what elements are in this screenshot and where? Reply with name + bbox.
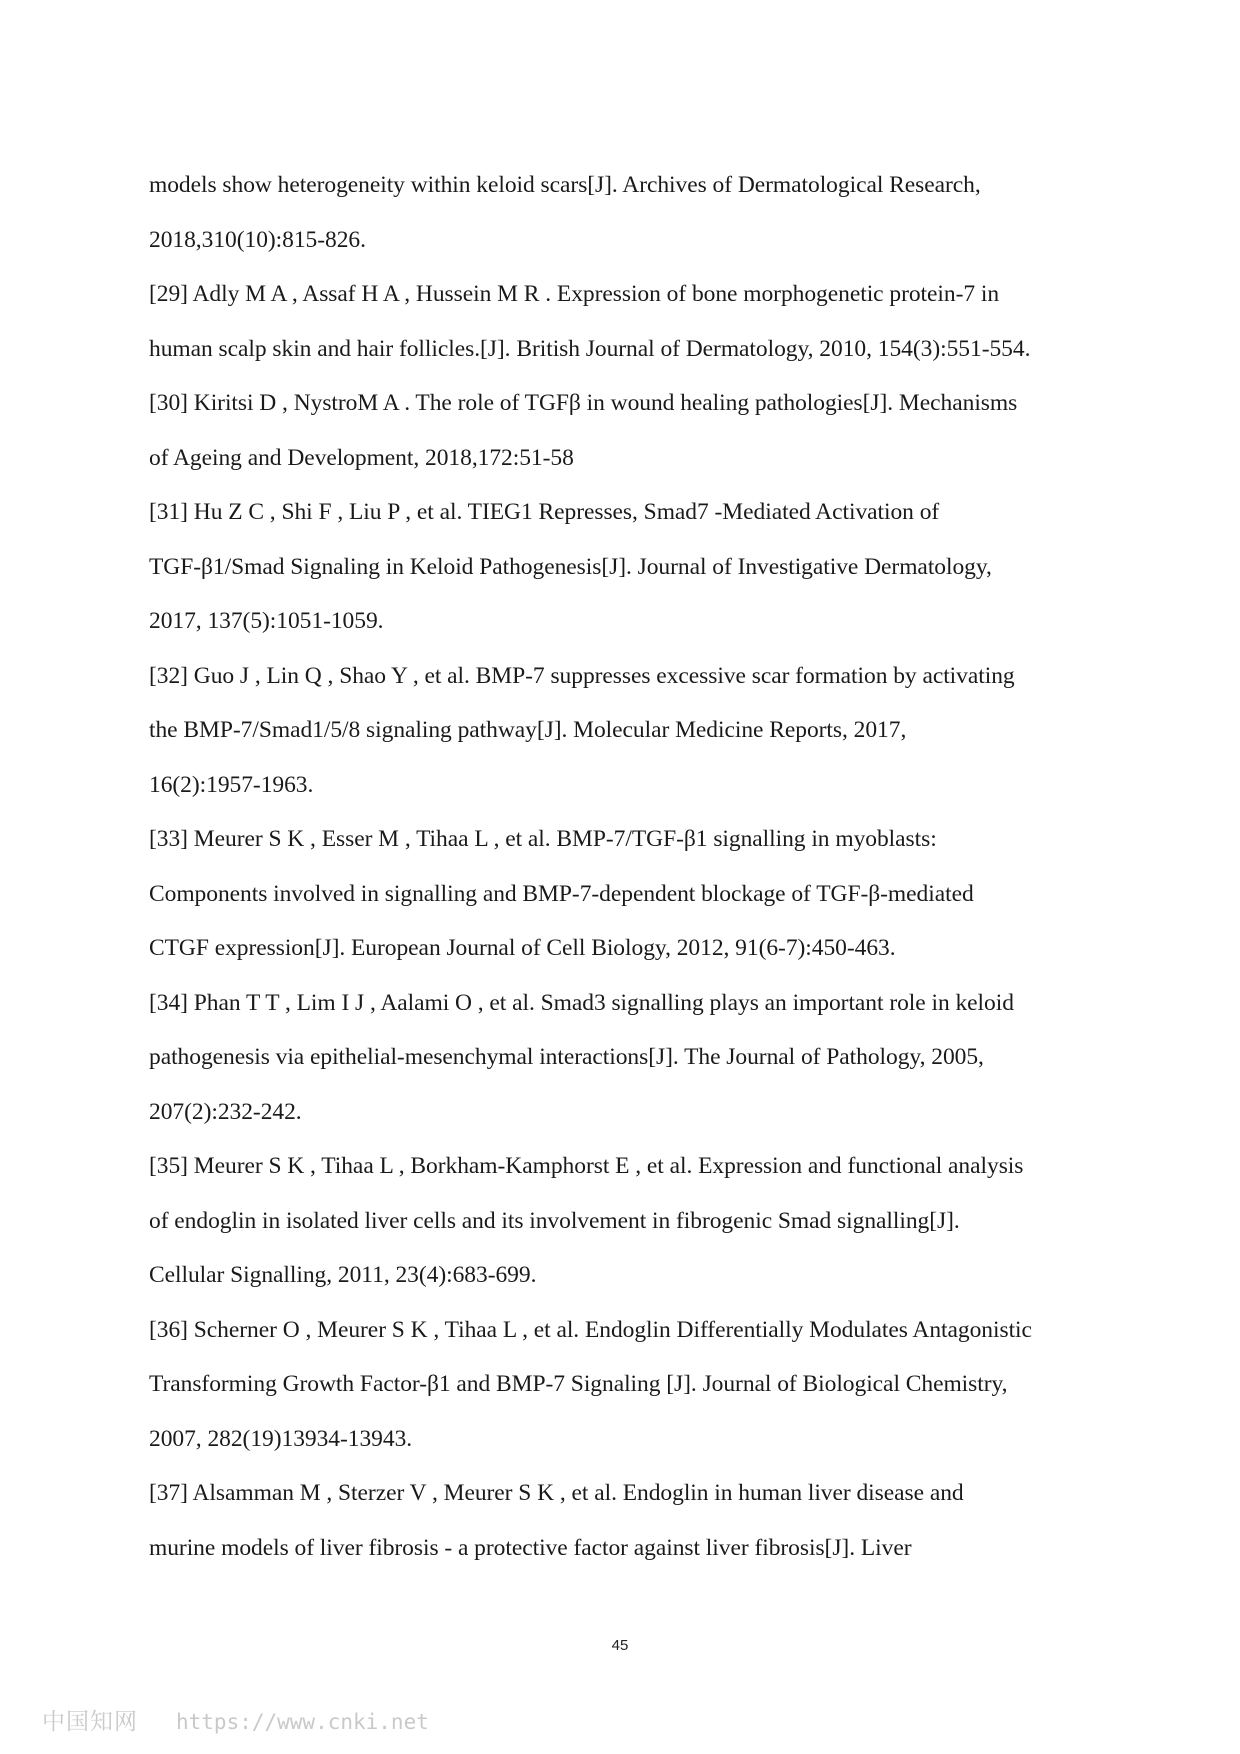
reference-line: [32] Guo J , Lin Q , Shao Y , et al. BMP-7 suppresses excessive scar formation by activating (149, 662, 1015, 689)
watermark-url: https://www.cnki.net (176, 1710, 429, 1734)
reference-line: 2017, 137(5):1051-1059. (149, 608, 384, 634)
reference-line: [34] Phan T T , Lim I J , Aalami O , et al. Smad3 signalling plays an important role in keloid (149, 989, 1014, 1016)
reference-line: [35] Meurer S K , Tihaa L , Borkham-Kamphorst E , et al. Expression and functional analysis (149, 1153, 1024, 1179)
reference-line: [30] Kiritsi D , NystroM A . The role of TGFβ in wound healing pathologies[J]. Mechanisms (149, 390, 1018, 416)
watermark-brand: 中国知网 (42, 1709, 138, 1735)
reference-line: pathogenesis via epithelial-mesenchymal interactions[J]. The Journal of Pathology, 2005, (149, 1044, 984, 1070)
reference-line: 2018,310(10):815-826. (149, 226, 366, 253)
reference-line: [31] Hu Z C , Shi F , Liu P , et al. TIEG1 Represses, Smad7 -Mediated Activation of (149, 499, 940, 525)
cnki-watermark (42, 1703, 429, 1736)
reference-line: 207(2):232-242. (149, 1098, 302, 1125)
reference-line: Cellular Signalling, 2011, 23(4):683-699. (149, 1262, 537, 1288)
reference-line: Components involved in signalling and BMP-7-dependent blockage of TGF-β-mediated (149, 880, 974, 907)
reference-line: Transforming Growth Factor-β1 and BMP-7 Signaling [J]. Journal of Biological Chemistry, (149, 1371, 1008, 1397)
page-number: 45 (611, 1637, 629, 1654)
reference-line: [37] Alsamman M , Sterzer V , Meurer S K , et al. Endoglin in human liver disease and (149, 1480, 964, 1506)
reference-line: CTGF expression[J]. European Journal of Cell Biology, 2012, 91(6-7):450-463. (149, 935, 896, 961)
reference-line: [29] Adly M A , Assaf H A , Hussein M R . Expression of bone morphogenetic protein-7 in (149, 281, 1000, 307)
reference-line: 16(2):1957-1963. (149, 771, 314, 798)
reference-line: [36] Scherner O , Meurer S K , Tihaa L , et al. Endoglin Differentially Modulates Antagonistic (149, 1316, 1032, 1343)
reference-line: of Ageing and Development, 2018,172:51-58 (149, 444, 574, 471)
reference-list (149, 158, 1109, 1575)
reference-line: models show heterogeneity within keloid scars[J]. Archives of Dermatological Research, (149, 172, 981, 198)
reference-line: [33] Meurer S K , Esser M , Tihaa L , et al. BMP-7/TGF-β1 signalling in myoblasts: (149, 826, 937, 852)
reference-line: 2007, 282(19)13934-13943. (149, 1425, 413, 1452)
reference-line: human scalp skin and hair follicles.[J]. British Journal of Dermatology, 2010, 154(3):551-554. (149, 335, 1031, 362)
reference-line: the BMP-7/Smad1/5/8 signaling pathway[J]. Molecular Medicine Reports, 2017, (149, 717, 907, 743)
reference-line: murine models of liver fibrosis - a protective factor against liver fibrosis[J]. Liver (149, 1534, 912, 1561)
reference-line: TGF-β1/Smad Signaling in Keloid Pathogenesis[J]. Journal of Investigative Dermatology, (149, 553, 992, 580)
reference-line: of endoglin in isolated liver cells and its involvement in fibrogenic Smad signalling[J]. (149, 1207, 960, 1234)
